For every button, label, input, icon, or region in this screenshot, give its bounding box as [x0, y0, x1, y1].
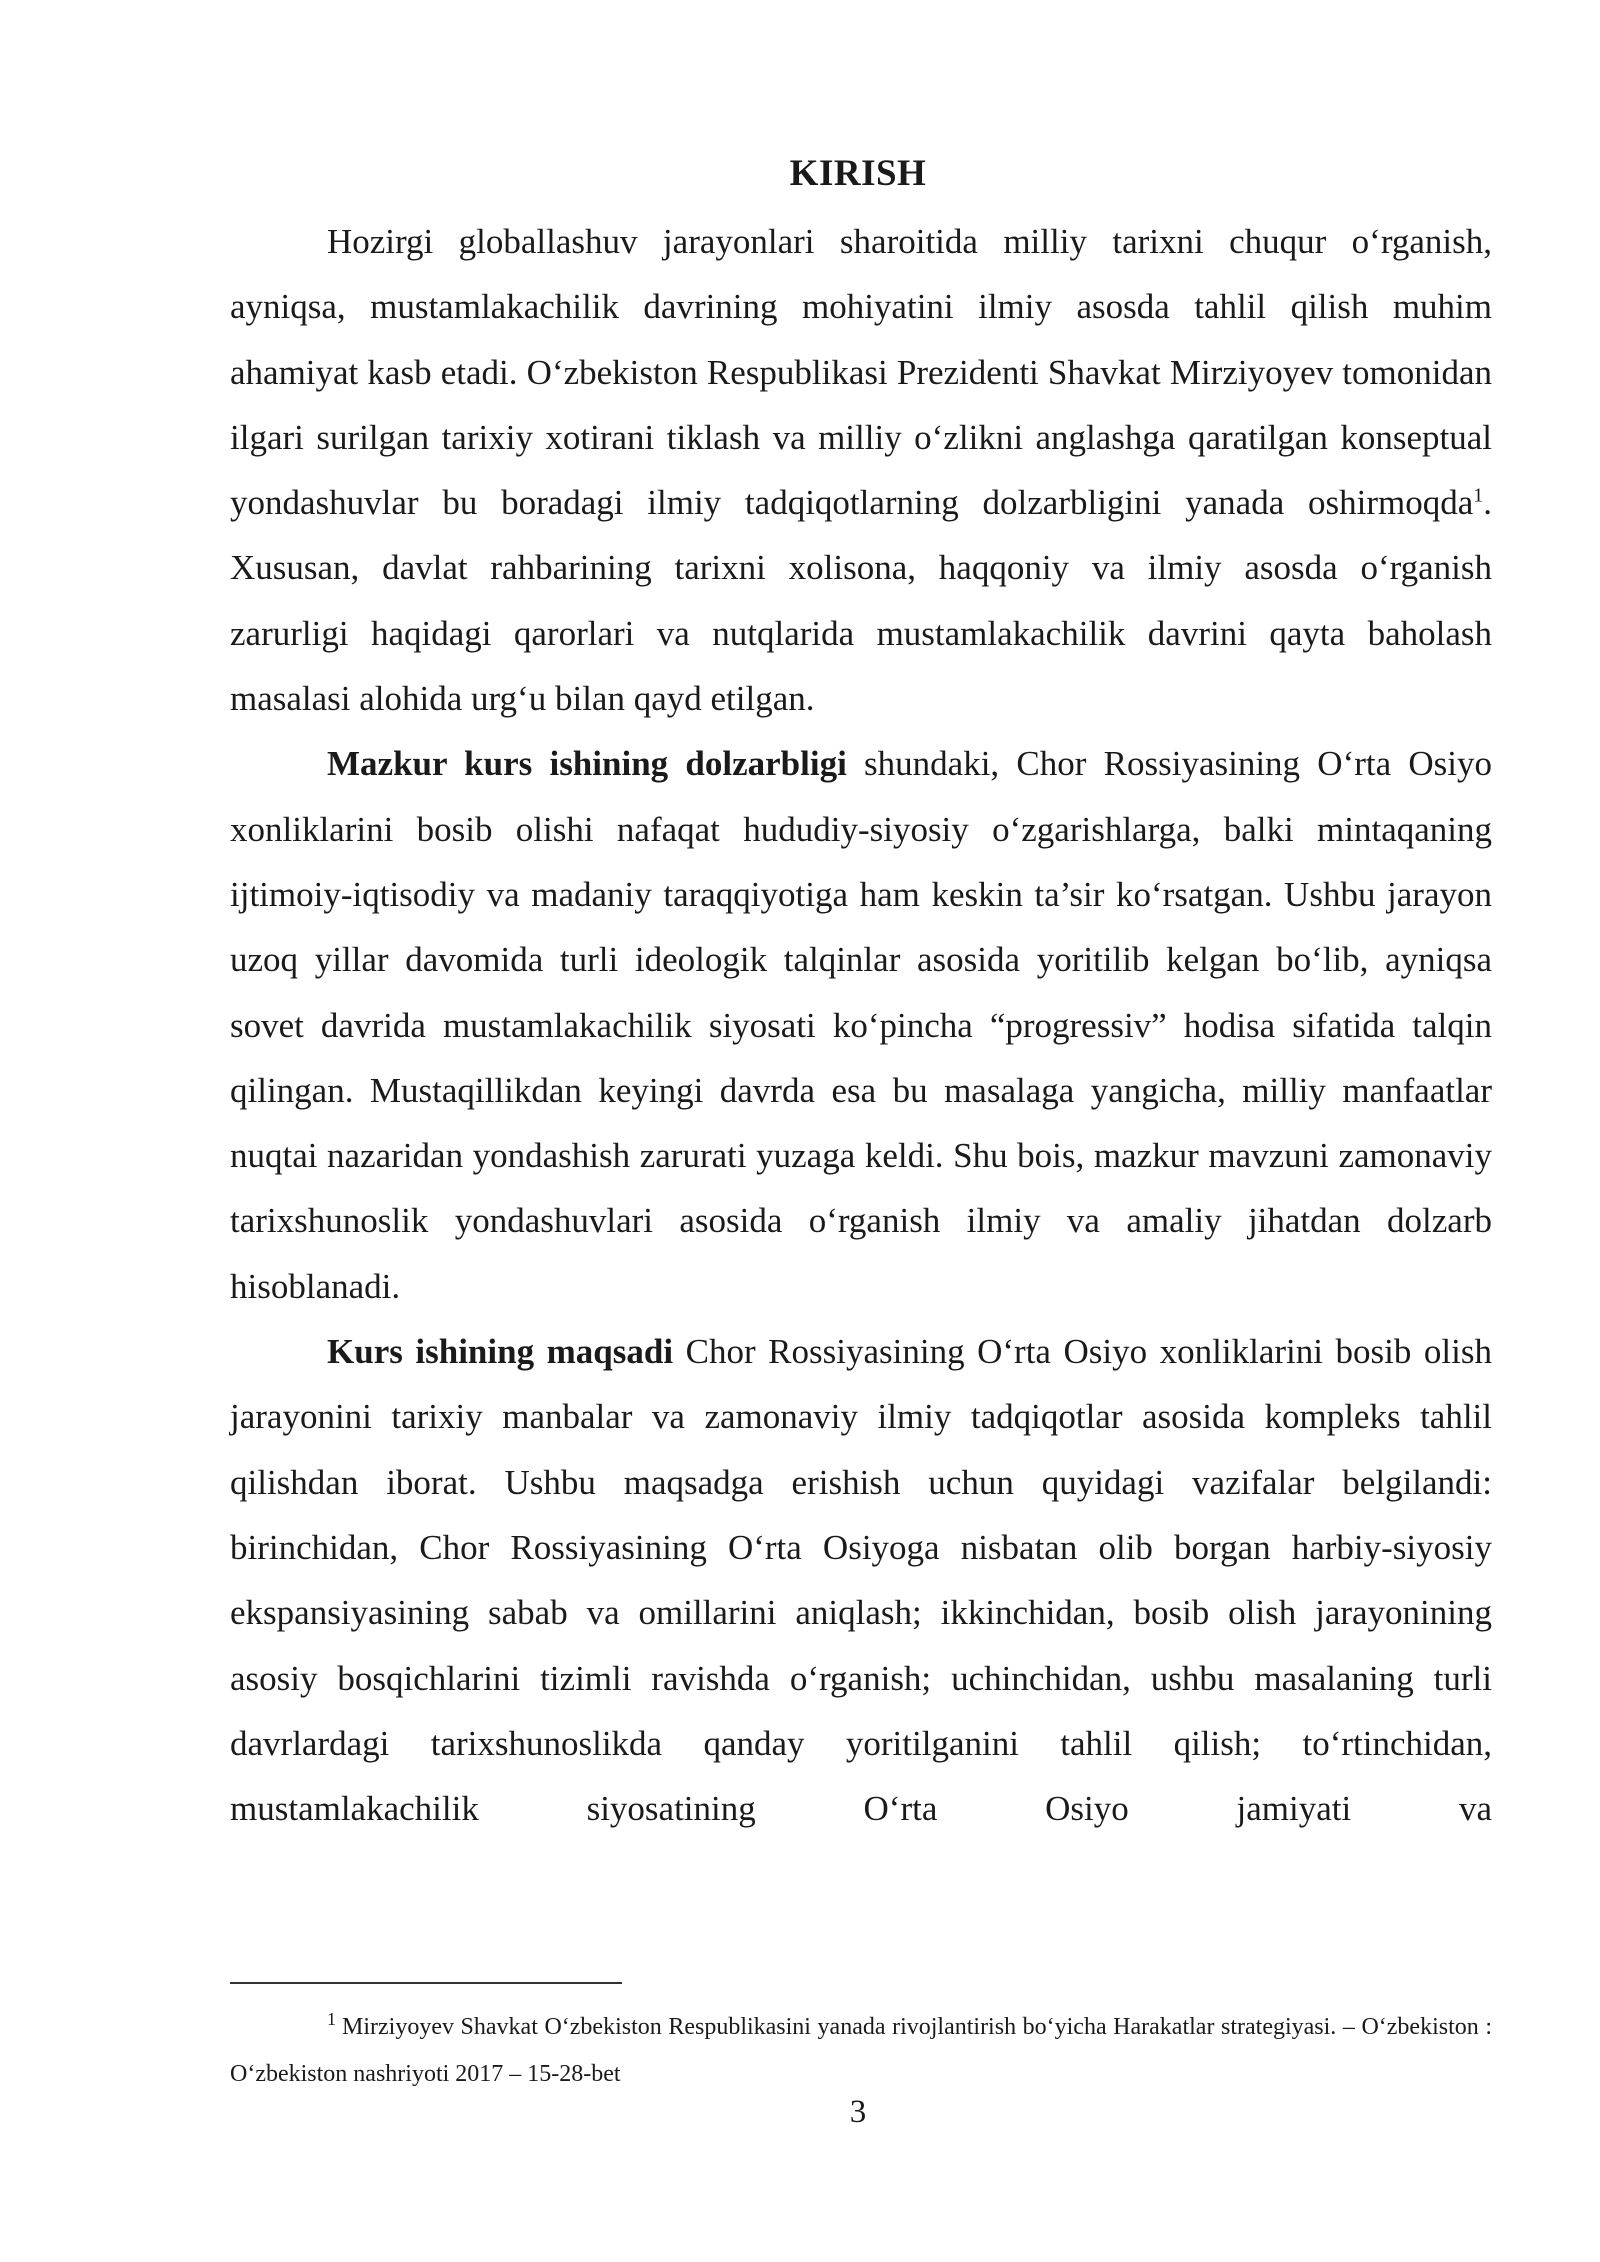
paragraph-text: Chor Rossiyasining O‘rta Osiyo xonliklarini bosib olish jarayonini tarixiy manbalar va zamonaviy ilmiy tadqiqotlar asosida kompleks tahlil qilishdan iborat. Ushbu maqsadga erishish uchun quyidagi vazifalar belgilandi: birinchidan, Chor Rossiyasining O‘rta Osiyoga nisbatan olib borgan harbiy-siyosiy ekspansiyasining sabab va omillarini aniqlash; ikkinchidan, bosib olish jarayonining asosiy bosqichlarini tizimli ravishda o‘rganish; uchinchidan, ushbu masalaning turli davrlardagi tarixshunoslikda qanday yoritilganini tahlil qilish; to‘rtinchidan, mustamlakachilik siyosatining O‘rta Osiyo jamiyati va: [230, 1332, 1492, 1829]
footnote: [230, 2004, 1492, 2098]
paragraph-relevance: [230, 731, 1492, 1319]
paragraph-intro: [230, 209, 1492, 731]
body-text: [230, 209, 1492, 1841]
section-heading: KIRISH: [789, 153, 927, 194]
paragraph-objective: [230, 1319, 1492, 1841]
footnote-separator: [230, 1982, 622, 1984]
paragraph-lead: Mazkur kurs ishining dolzarbligi: [327, 744, 847, 784]
footnote-text: Mirziyoyev Shavkat O‘zbekiston Respublikasini yanada rivojlantirish bo‘yicha Harakatlar strategiyasi. – O‘zbekiston : O‘zbekiston nashriyoti 2017 – 15-28-bet: [230, 2014, 1492, 2087]
page-number: 3: [849, 2094, 867, 2130]
paragraph-lead: Kurs ishining maqsadi: [327, 1332, 674, 1372]
footnote-number: 1: [327, 2009, 336, 2029]
paragraph-text: shundaki, Chor Rossiyasining O‘rta Osiyo xonliklarini bosib olishi nafaqat hududiy-siyosiy o‘zgarishlarga, balki mintaqaning ijtimoiy-iqtisodiy va madaniy taraqqiyotiga ham keskin ta’sir ko‘rsatgan. Ushbu jarayon uzoq yillar davomida turli ideologik talqinlar asosida yoritilib kelgan bo‘lib, ayniqsa sovet davrida mustamlakachilik siyosati ko‘pincha “progressiv” hodisa sifatida talqin qilingan. Mustaqillikdan keyingi davrda esa bu masalaga yangicha, milliy manfaatlar nuqtai nazaridan yondashish zarurati yuzaga keldi. Shu bois, mazkur mavzuni zamonaviy tarixshunoslik yondashuvlari asosida o‘rganish ilmiy va amaliy jihatdan dolzarb hisoblanadi.: [230, 744, 1492, 1306]
paragraph-text-continued: . Xususan, davlat rahbarining tarixni xolisona, haqqoniy va ilmiy asosda o‘rganish zarurligi haqidagi qarorlari va nutqlarida mustamlakachilik davrini qayta baholash masalasi alohida urg‘u bilan qayd etilgan.: [230, 483, 1492, 719]
footnote-reference[interactable]: 1: [1473, 484, 1484, 507]
paragraph-text: Hozirgi globallashuv jarayonlari sharoitida milliy tarixni chuqur o‘rganish, ayniqsa, mustamlakachilik davrining mohiyatini ilmiy asosda tahlil qilish muhim ahamiyat kasb etadi. O‘zbekiston Respublikasi Prezidenti Shavkat Mirziyoyev tomonidan ilgari surilgan tarixiy xotirani tiklash va milliy o‘zlikni anglashga qaratilgan konseptual yondashuvlar bu boradagi ilmiy tadqiqotlarning dolzarbligini yanada oshirmoqda: [230, 222, 1492, 523]
